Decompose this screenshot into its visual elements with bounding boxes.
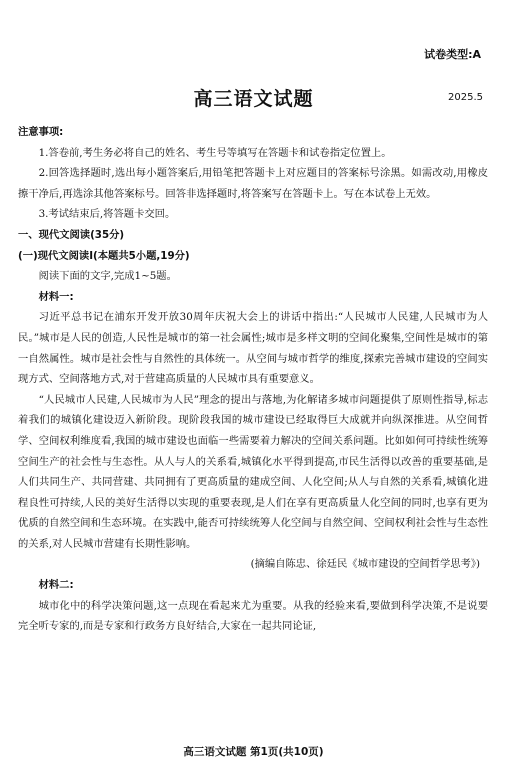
exam-date: 2025.5 [448,92,483,103]
notice-heading: 注意事项: [18,126,64,138]
page-title: 高三语文试题 [193,88,314,110]
notice-item-2: 2.回答选择题时,选出每小题答案后,用铅笔把答题卡上对应题目的答案标号涂黑。如需改动,用橡皮擦干净后,再选涂其他答案标号。回答非选择题时,将答案写在答题卡上。写在本试卷上无效。 [18,167,488,200]
exam-type-label: 试卷类型:A [424,48,481,61]
material-1-paragraph-1: 习近平总书记在浦东开发开放30周年庆祝大会上的讲话中指出:“人民城市人民建,人民城市为人民。”城市是人民的创造,人民性是城市的第一社会属性;城市是多样文明的空间化聚集,空间性是城市的第一自然属性。城市是社会性与自然性的具体统一。从空间与城市哲学的维度,探索完善城市建设的空间实现方式、空间落地方式,对于营建高质量的人民城市具有重要意义。 [18,311,488,386]
material-2-paragraph-1: 城市化中的科学决策问题,这一点现在看起来尤为重要。从我的经验来看,要做到科学决策,不是说要完全听专家的,而是专家和行政务方良好结合,大家在一起共同论证, [18,599,488,633]
material-2-label: 材料二: [38,579,74,592]
material-1-paragraph-2: “人民城市人民建,人民城市为人民”理念的提出与落地,为化解诸多城市问题提供了原则性指导,标志着我们的城镇化建设迈入新阶段。现阶段我国的城市建设已经取得巨大成就并向纵深推进。从空间哲学、空间权利维度看,我国的城市建设也面临一些需要着力解决的空间关系问题。比如如何可持续性统筹空间生产的社会性与生态性。从人与人的关系看,城镇化水平得到提高,市民生活得以改善的重要基础,是人们共同生产、共同营建、共同拥有了更高质量的建成空间、人化空间;从人与自然的关系看,城镇化进程良性可持续,人民的美好生活得以实现的重要表现,是人们在享有更高质量人化空间的同时,也享有更为优质的自然空间和生态环境。在实践中,能否可持续统筹人化空间与自然空间、空间权利社会性与生态性的关系,对人民城市营建有长期性影响。 [18,393,488,550]
section-title: 一、现代文阅读(35分) [18,228,125,241]
reading-instruction: 阅读下面的文字,完成1~5题。 [38,270,177,283]
subsection-title: (一)现代文阅读Ⅰ(本题共5小题,19分) [18,249,190,262]
notice-item-3: 3.考试结束后,将答题卡交回。 [38,208,176,221]
material-1-source: (摘编自陈忠、徐廷民《城市建设的空间哲学思考》) [250,558,480,571]
notice-item-1: 1.答卷前,考生务必将自己的姓名、考生号等填写在答题卡和试卷指定位置上。 [38,146,392,159]
material-1-label: 材料一: [38,290,74,303]
exam-content [18,122,488,637]
page-footer: 高三语文试题 第1页(共10页) [183,746,324,758]
